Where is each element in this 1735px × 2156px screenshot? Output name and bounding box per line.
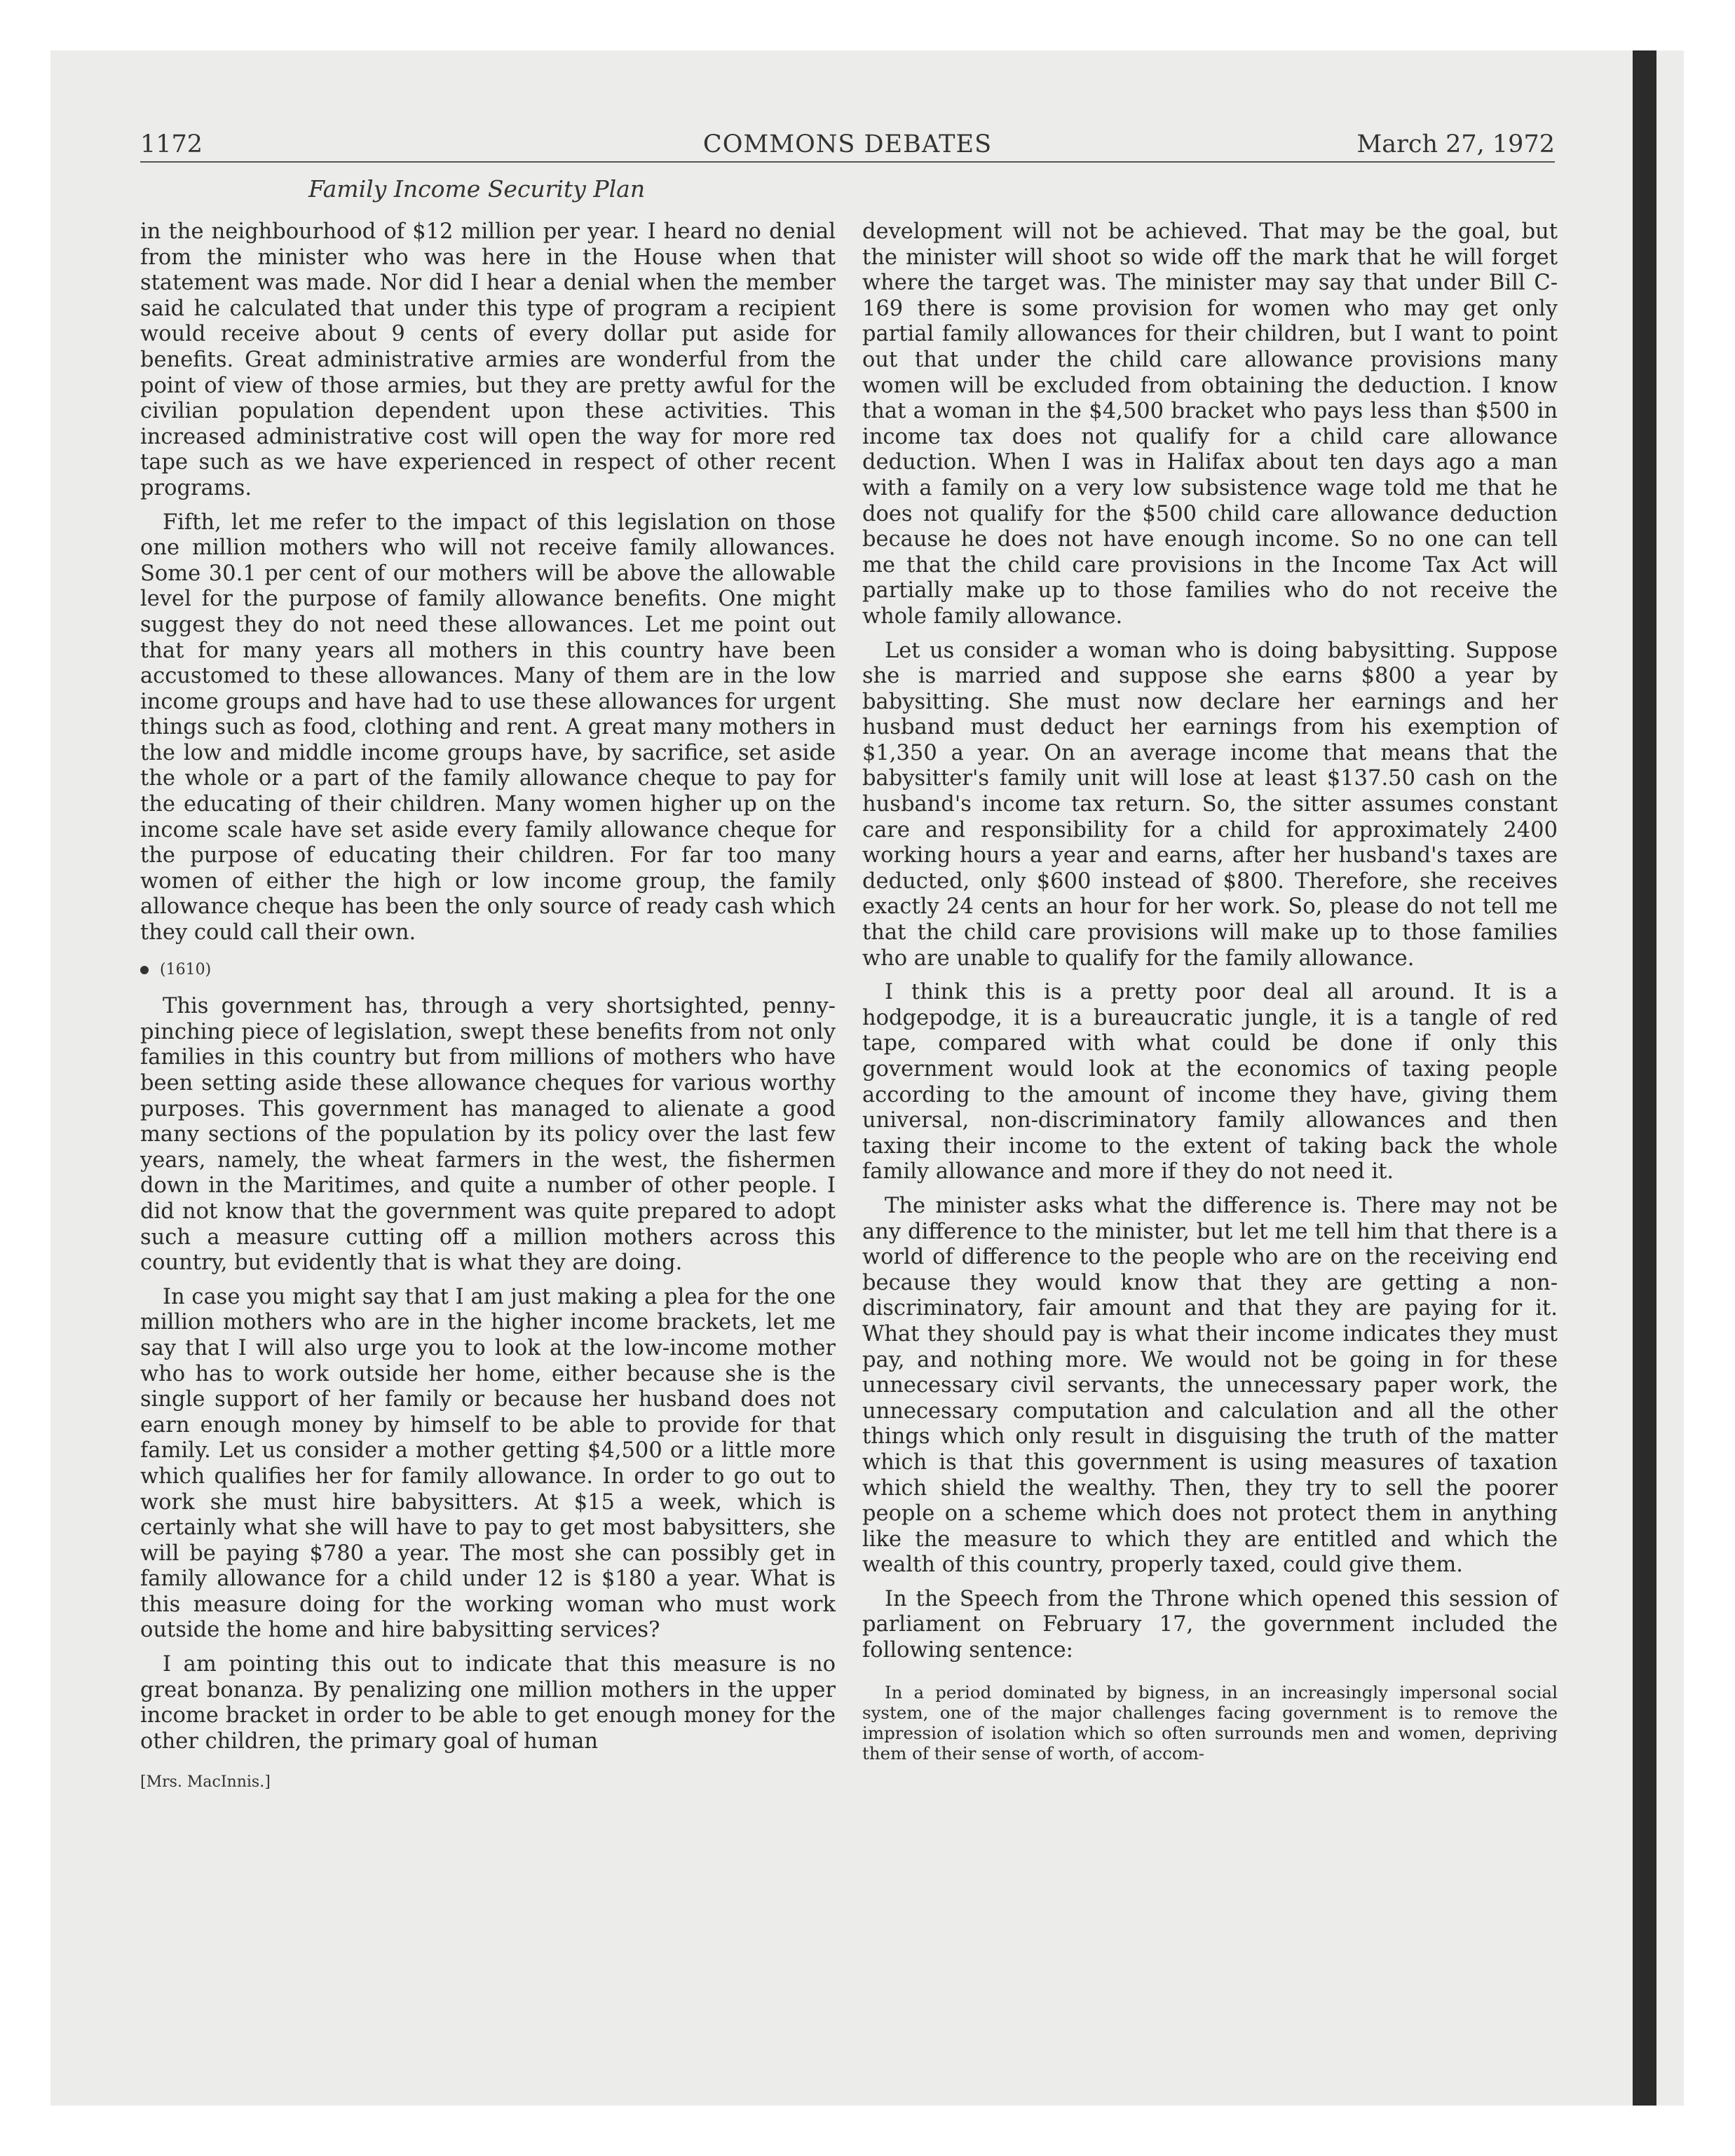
paragraph: I am pointing this out to indicate that this measure is no great bonanza. By penalizing one million mothers in the upper income bracket in order to be able to get enough money for the other children, the primary goal of human bbox=[140, 1652, 836, 1754]
block-quote: In a period dominated by bigness, in an increasingly impersonal social system, one of the major challenges facing government is to remove the impression of isolation which so often surrounds men and women, depriving them of their sense of worth, of accom- bbox=[862, 1681, 1558, 1763]
paragraph: In the Speech from the Throne which opened this session of parliament on February 17, the government included the following sentence: bbox=[862, 1586, 1558, 1663]
paragraph: This government has, through a very shortsighted, penny-pinching piece of legislation, swept these benefits from not only families in this country but from millions of mothers who have been setting aside these allowance cheques for various worthy purposes. This government has managed to alienate a good many sections of the population by its policy over the last few years, namely, the wheat farmers in the west, the fishermen down in the Maritimes, and quite a number of other people. I did not know that the government was quite prepared to adopt such a measure cutting off a million mothers across this country, but evidently that is what they are doing. bbox=[140, 994, 836, 1276]
paragraph: I think this is a pretty poor deal all around. It is a hodgepodge, it is a bureaucratic jungle, it is a tangle of red tape, compared with what could be done if only this government would look at the economics of taxing people according to the amount of income they have, giving them universal, non-discriminatory family allowances and then taxing their income to the extent of taking back the whole family allowance and more if they do not need it. bbox=[862, 980, 1558, 1185]
page-date: March 27, 1972 bbox=[1356, 130, 1555, 158]
binding-edge bbox=[1633, 50, 1656, 2106]
paragraph: In case you might say that I am just making a plea for the one million mothers who are in the higher income brackets, let me say that I will also urge you to look at the low-income mother who has to work outside her home, either because she is the single support of her family or because her husband does not earn enough money by himself to be able to provide for that family. Let us consider a mother getting $4,500 or a little more which qualifies her for family allowance. In order to go out to work she must hire babysitters. At $15 a week, which is certainly what she will have to pay to get most babysitters, she will be paying $780 a year. The most she can possibly get in family allowance for a child under 12 is $180 a year. What is this measure doing for the working woman who must work outside the home and hire babysitting services? bbox=[140, 1284, 836, 1643]
page-header bbox=[140, 130, 1555, 163]
paragraph: in the neighbourhood of $12 million per year. I heard no denial from the minister who was here in the House when that statement was made. Nor did I hear a denial when the member said he calculated that under this type of program a recipient would receive about 9 cents of every dollar put aside for benefits. Great administrative armies are wonderful from the point of view of those armies, but they are pretty awful for the civilian population dependent upon these activities. This increased administrative cost will open the way for more red tape such as we have experienced in respect of other recent programs. bbox=[140, 219, 836, 500]
paragraph: The minister asks what the difference is. There may not be any difference to the minister, but let me tell him that there is a world of difference to the people who are on the receiving end because they would know that they are getting a non-discriminatory, fair amount and that they are paying for it. What they should pay is what their income indicates they must pay, and nothing more. We would not be going in for these unnecessary civil servants, the unnecessary paper work, the unnecessary computation and calculation and all the other things which only result in disguising the truth of the matter which is that this government is using measures of taxation which shield the wealthy. Then, they try to sell the poorer people on a scheme which does not protect them in anything like the measure to which they are entitled and which the wealth of this country, properly taxed, could give them. bbox=[862, 1193, 1558, 1578]
paragraph: Let us consider a woman who is doing babysitting. Suppose she is married and suppose she earns $800 a year by babysitting. She must now declare her earnings and her husband must deduct her earnings from his exemption of $1,350 a year. On an average income that means that the babysitter's family unit will lose at least $137.50 cash on the husband's income tax return. So, the sitter assumes constant care and responsibility for a child for approximately 2400 working hours a year and earns, after her husband's taxes are deducted, only $600 instead of $800. Therefore, she receives exactly 24 cents an hour for her work. So, please do not tell me that the child care provisions will make up to those families who are unable to qualify for the family allowance. bbox=[862, 638, 1558, 971]
publication-title: COMMONS DEBATES bbox=[702, 130, 993, 158]
page-number: 1172 bbox=[140, 130, 203, 158]
speaker-attribution: [Mrs. MacInnis.] bbox=[140, 1773, 271, 1792]
paragraph: Fifth, let me refer to the impact of this legislation on those one million mothers who will not receive family allowances. Some 30.1 per cent of our mothers will be above the allowable level for the purpose of family allowance benefits. One might suggest they do not need these allowances. Let me point out that for many years all mothers in this country have been accustomed to these allowances. Many of them are in the low income groups and have had to use these allowances for urgent things such as food, clothing and rent. A great many mothers in the low and middle income groups have, by sacrifice, set aside the whole or a part of the family allowance cheque to pay for the educating of their children. Many women higher up on the income scale have set aside every family allowance cheque for the purpose of educating their children. For far too many women of either the high or low income group, the family allowance cheque has been the only source of ready cash which they could call their own. bbox=[140, 510, 836, 946]
paragraph: development will not be achieved. That may be the goal, but the minister will shoot so wide off the mark that he will forget where the target was. The minister may say that under Bill C-169 there is some provision for women who may get only partial family allowances for their children, but I want to point out that under the child care allowance provisions many women will be excluded from obtaining the deduction. I know that a woman in the $4,500 bracket who pays less than $500 in income tax does not qualify for a child care allowance deduction. When I was in Halifax about ten days ago a man with a family on a very low subsistence wage told me that he does not qualify for the $500 child care allowance deduction because he does not have enough income. So no one can tell me that the child care provisions in the Income Tax Act will partially make up to those families who do not receive the whole family allowance. bbox=[862, 219, 1558, 629]
bullet-icon bbox=[140, 966, 149, 974]
time-marker bbox=[140, 957, 836, 983]
time-marker-label: (1610) bbox=[160, 960, 212, 978]
section-heading: Family Income Security Plan bbox=[308, 175, 646, 203]
left-column bbox=[140, 219, 836, 1796]
right-column bbox=[862, 219, 1558, 1763]
